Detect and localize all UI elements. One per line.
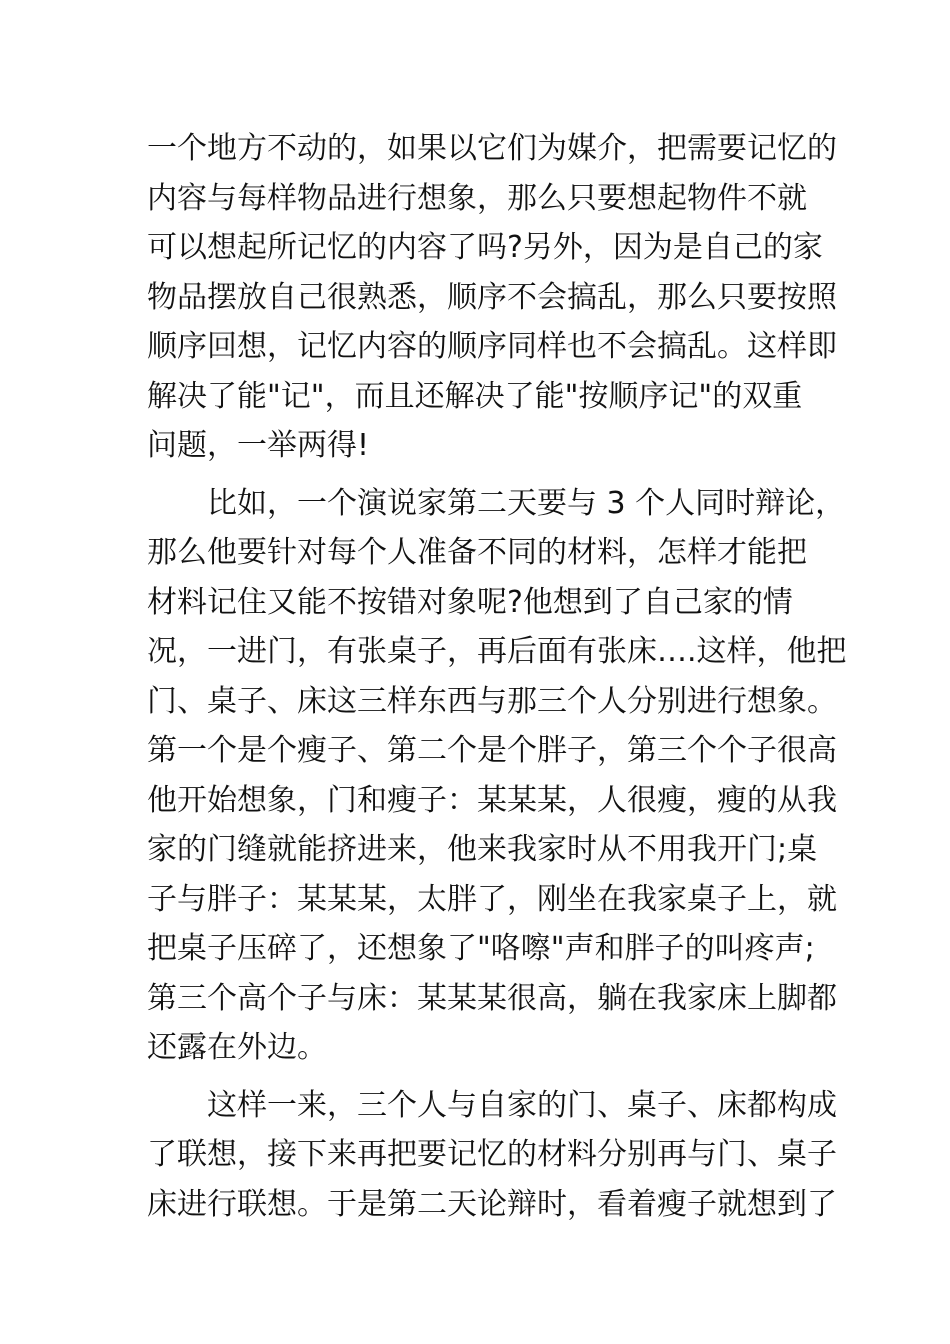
text-line: 第三个高个子与床：某某某很高，躺在我家床上脚都	[147, 980, 837, 1016]
text-line: 问题，一举两得!	[147, 428, 370, 463]
paragraph-1	[147, 124, 837, 471]
text-line: 材料记住又能不按错对象呢?他想到了自己家的情	[147, 584, 793, 620]
text-line: 他开始想象，门和瘦子：某某某，人很瘦，瘦的从我	[147, 782, 837, 818]
text-line: 把桌子压碎了，还想象了"咯嚓"声和胖子的叫疼声;	[147, 931, 815, 966]
text-line: 可以想起所记忆的内容了吗?另外，因为是自己的家	[147, 230, 823, 265]
text-line: 一个地方不动的，如果以它们为媒介，把需要记忆的	[147, 131, 837, 166]
paragraph-spacer	[147, 471, 807, 479]
text-line: 那么他要针对每个人准备不同的材料，怎样才能把	[147, 535, 807, 570]
text-line: 顺序回想，记忆内容的顺序同样也不会搞乱。这样即	[147, 329, 837, 364]
text-line: 物品摆放自己很熟悉，顺序不会搞乱，那么只要按照	[147, 279, 837, 315]
text-line: 这样一来，三个人与自家的门、桌子、床都构成	[147, 1087, 837, 1123]
text-line: 床进行联想。于是第二天论辩时，看着瘦子就想到了	[147, 1186, 837, 1222]
body-text	[147, 124, 847, 1229]
text-line: 第一个是个瘦子、第二个是个胖子，第三个个子很高	[147, 733, 837, 768]
paragraph-3	[147, 1081, 837, 1230]
text-line: 子与胖子：某某某，太胖了，刚坐在我家桌子上，就	[147, 881, 837, 917]
paragraph-2	[147, 479, 847, 1073]
text-line: 解决了能"记"，而且还解决了能"按顺序记"的双重	[147, 378, 803, 414]
text-line: 还露在外边。	[147, 1030, 327, 1065]
text-line: 况，一进门，有张桌子，再后面有张床….这样，他把	[147, 634, 847, 669]
text-line: 门、桌子、床这三样东西与那三个人分别进行想象。	[147, 683, 837, 719]
text-line: 内容与每样物品进行想象，那么只要想起物件不就	[147, 180, 807, 216]
text-line: 比如，一个演说家第二天要与 3 个人同时辩论，	[147, 485, 846, 521]
text-line: 了联想，接下来再把要记忆的材料分别再与门、桌子	[147, 1137, 837, 1172]
text-line: 家的门缝就能挤进来，他来我家时从不用我开门;桌	[147, 832, 818, 867]
paragraph-spacer	[147, 1073, 807, 1081]
